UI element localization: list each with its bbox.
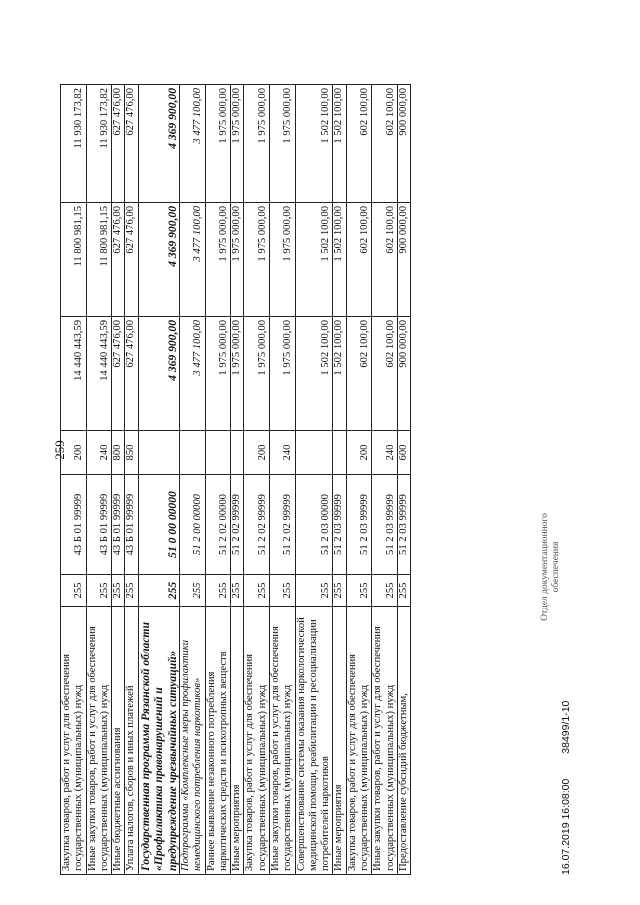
row-vr xyxy=(231,431,244,475)
row-vr xyxy=(205,431,231,475)
row-value-2020: 1 975 000,00 xyxy=(269,203,295,317)
row-csr: 51 2 00 00000 xyxy=(180,475,206,575)
row-value-2020: 4 369 900,00 xyxy=(138,203,179,317)
row-value-2021: 1 975 000,00 xyxy=(269,85,295,203)
row-value-2020: 1 975 000,00 xyxy=(244,203,270,317)
row-code: 255 xyxy=(180,575,206,607)
row-name: Иные закупки товаров, работ и услуг для обеспечения государственных (муниципальных) нужд xyxy=(86,607,112,875)
row-value-2020: 627 476,00 xyxy=(125,203,138,317)
row-value-2021: 4 369 900,00 xyxy=(138,85,179,203)
row-name: Совершенствование системы оказания наркологической медицинской помощи, реабилитации и ресоциализации потребителей наркотиков xyxy=(295,607,333,875)
row-value-2019: 4 369 900,00 xyxy=(138,317,179,431)
row-name: Закупка товаров, работ и услуг для обеспечения государственных (муниципальных) нужд xyxy=(244,607,270,875)
row-value-2019: 14 440 443,59 xyxy=(61,317,87,431)
row-value-2021: 1 975 000,00 xyxy=(244,85,270,203)
table-row xyxy=(244,85,270,875)
budget-table xyxy=(60,84,411,875)
row-value-2021: 1 975 000,00 xyxy=(231,85,244,203)
rotated-page xyxy=(60,17,580,887)
row-name: Иные закупки товаров, работ и услуг для обеспечения государственных (муниципальных) нужд xyxy=(372,607,398,875)
row-csr: 51 2 03 99999 xyxy=(346,475,372,575)
row-value-2019: 1 975 000,00 xyxy=(244,317,270,431)
row-vr xyxy=(295,431,333,475)
table-row xyxy=(397,85,410,875)
row-code: 255 xyxy=(125,575,138,607)
table-row xyxy=(205,85,231,875)
row-csr: 51 2 02 99999 xyxy=(244,475,270,575)
row-value-2021: 602 100,00 xyxy=(372,85,398,203)
row-vr: 240 xyxy=(269,431,295,475)
table-row xyxy=(125,85,138,875)
row-code: 255 xyxy=(138,575,179,607)
row-value-2021: 11 930 173,82 xyxy=(86,85,112,203)
row-code: 255 xyxy=(333,575,346,607)
row-name: Иные закупки товаров, работ и услуг для обеспечения государственных (муниципальных) нужд xyxy=(269,607,295,875)
row-vr xyxy=(333,431,346,475)
row-csr: 51 2 03 99999 xyxy=(397,475,410,575)
table-body xyxy=(61,85,411,875)
row-value-2021: 3 477 100,00 xyxy=(180,85,206,203)
row-value-2019: 602 100,00 xyxy=(346,317,372,431)
footer-datetime: 16.07.2019 16:08:00 xyxy=(560,778,572,875)
table-row xyxy=(180,85,206,875)
row-value-2020: 602 100,00 xyxy=(372,203,398,317)
table-row xyxy=(86,85,112,875)
row-name: Подпрограмма «Комплексные меры профилактики немедицинского потребления наркотиков» xyxy=(180,607,206,875)
row-code: 255 xyxy=(231,575,244,607)
row-vr: 600 xyxy=(397,431,410,475)
row-value-2019: 1 975 000,00 xyxy=(231,317,244,431)
row-vr: 240 xyxy=(86,431,112,475)
row-value-2019: 1 502 100,00 xyxy=(295,317,333,431)
row-value-2020: 1 975 000,00 xyxy=(205,203,231,317)
table-row xyxy=(372,85,398,875)
row-name: Иные мероприятия xyxy=(333,607,346,875)
row-value-2021: 627 476,00 xyxy=(125,85,138,203)
row-name: Уплата налогов, сборов и иных платежей xyxy=(125,607,138,875)
row-value-2021: 602 100,00 xyxy=(346,85,372,203)
table-row xyxy=(138,85,179,875)
row-csr: 43 Б 01 99999 xyxy=(112,475,125,575)
table-row xyxy=(61,85,87,875)
row-value-2020: 1 502 100,00 xyxy=(295,203,333,317)
row-value-2020: 602 100,00 xyxy=(346,203,372,317)
row-code: 255 xyxy=(244,575,270,607)
row-value-2019: 627 476,00 xyxy=(125,317,138,431)
row-csr: 51 2 03 99999 xyxy=(372,475,398,575)
row-vr xyxy=(138,431,179,475)
row-name: Раннее выявление незаконного потребления наркотических средств и психотропных веществ xyxy=(205,607,231,875)
row-value-2019: 627 476,00 xyxy=(112,317,125,431)
row-value-2019: 3 477 100,00 xyxy=(180,317,206,431)
row-vr xyxy=(180,431,206,475)
row-value-2019: 14 440 443,59 xyxy=(86,317,112,431)
row-name: Закупка товаров, работ и услуг для обеспечения государственных (муниципальных) нужд xyxy=(346,607,372,875)
row-vr: 800 xyxy=(112,431,125,475)
department-stamp: Отдел документационного обеспечения xyxy=(540,513,562,621)
table-row xyxy=(231,85,244,875)
row-code: 255 xyxy=(346,575,372,607)
row-code: 255 xyxy=(205,575,231,607)
footer xyxy=(560,679,572,875)
row-value-2020: 1 975 000,00 xyxy=(231,203,244,317)
row-code: 255 xyxy=(86,575,112,607)
row-csr: 51 2 02 00000 xyxy=(205,475,231,575)
row-name: Иные мероприятия xyxy=(231,607,244,875)
row-value-2019: 1 975 000,00 xyxy=(205,317,231,431)
row-value-2020: 3 477 100,00 xyxy=(180,203,206,317)
row-value-2021: 900 000,00 xyxy=(397,85,410,203)
row-value-2021: 1 502 100,00 xyxy=(333,85,346,203)
row-value-2020: 627 476,00 xyxy=(112,203,125,317)
row-vr: 200 xyxy=(61,431,87,475)
row-value-2019: 1 502 100,00 xyxy=(333,317,346,431)
row-code: 255 xyxy=(295,575,333,607)
row-value-2020: 900 000,00 xyxy=(397,203,410,317)
row-name: Государственная программа Рязанской области «Профилактика правонарушений и предупреждение чрезвычайных ситуаций» xyxy=(138,607,179,875)
row-value-2019: 602 100,00 xyxy=(372,317,398,431)
row-value-2021: 11 930 173,82 xyxy=(61,85,87,203)
row-value-2020: 1 502 100,00 xyxy=(333,203,346,317)
row-csr: 51 2 03 00000 xyxy=(295,475,333,575)
row-csr: 43 Б 01 99999 xyxy=(125,475,138,575)
row-code: 255 xyxy=(397,575,410,607)
row-code: 255 xyxy=(372,575,398,607)
row-vr: 200 xyxy=(244,431,270,475)
row-csr: 43 Б 01 99999 xyxy=(86,475,112,575)
row-code: 255 xyxy=(269,575,295,607)
table-row xyxy=(346,85,372,875)
table-row xyxy=(295,85,333,875)
row-value-2019: 1 975 000,00 xyxy=(269,317,295,431)
row-code: 255 xyxy=(112,575,125,607)
row-value-2021: 627 476,00 xyxy=(112,85,125,203)
row-value-2020: 11 800 981,15 xyxy=(61,203,87,317)
table-row xyxy=(112,85,125,875)
table-row xyxy=(333,85,346,875)
row-value-2021: 1 502 100,00 xyxy=(295,85,333,203)
row-name: Предоставление субсидий бюджетным, xyxy=(397,607,410,875)
row-csr: 51 2 02 99999 xyxy=(231,475,244,575)
row-code: 255 xyxy=(61,575,87,607)
page-number: 259 xyxy=(52,440,67,460)
row-value-2020: 11 800 981,15 xyxy=(86,203,112,317)
table-row xyxy=(269,85,295,875)
row-value-2021: 1 975 000,00 xyxy=(205,85,231,203)
row-csr: 43 Б 01 99999 xyxy=(61,475,87,575)
row-csr: 51 2 03 99999 xyxy=(333,475,346,575)
row-csr: 51 2 02 99999 xyxy=(269,475,295,575)
row-csr: 51 0 00 00000 xyxy=(138,475,179,575)
row-vr: 200 xyxy=(346,431,372,475)
row-value-2019: 900 000,00 xyxy=(397,317,410,431)
footer-doc-id: 38499/1-10 xyxy=(560,700,572,754)
row-vr: 240 xyxy=(372,431,398,475)
row-name: Закупка товаров, работ и услуг для обеспечения государственных (муниципальных) нужд xyxy=(61,607,87,875)
row-vr: 850 xyxy=(125,431,138,475)
row-name: Иные бюджетные ассигнования xyxy=(112,607,125,875)
